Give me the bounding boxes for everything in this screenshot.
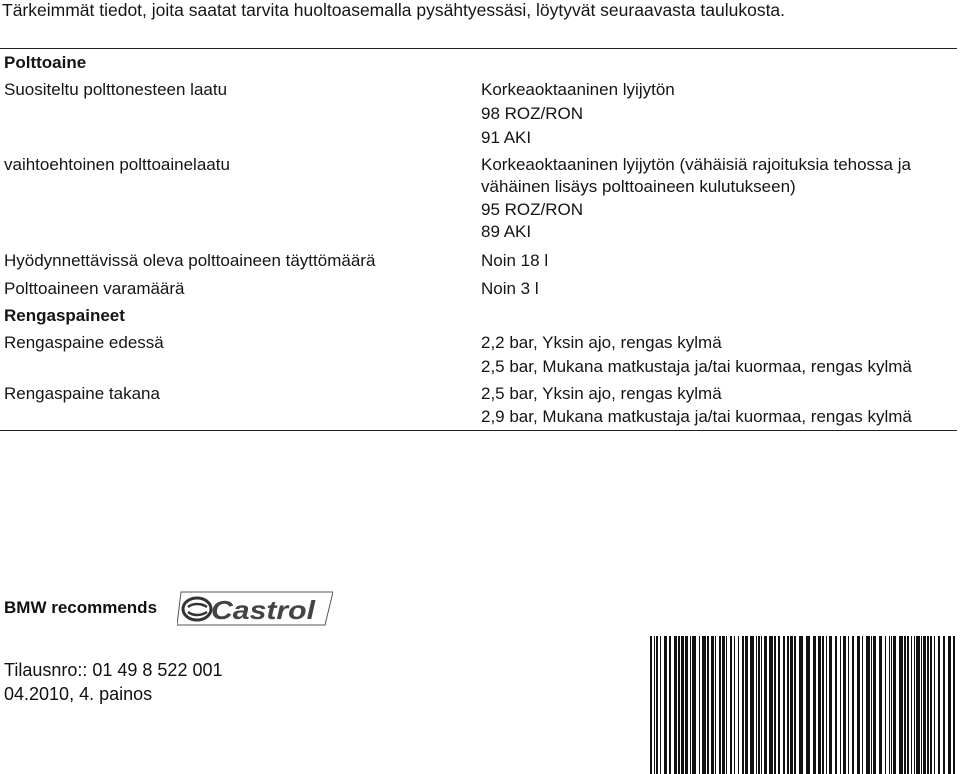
alternative-fuel-line: 95 ROZ/RON: [481, 200, 584, 219]
front-tire-line: 2,2 bar, Yksin ajo, rengas kylmä: [481, 333, 722, 352]
front-tire-line: 2,5 bar, Mukana matkustaja ja/tai kuormaa, rengas kylmä: [481, 357, 912, 376]
recommended-fuel-line: 98 ROZ/RON: [481, 104, 584, 123]
tires-heading: Rengaspaineet: [4, 306, 125, 325]
fuel-reserve-value: Noin 3 l: [481, 279, 539, 298]
fuel-capacity-label: Hyödynnettävissä oleva polttoaineen täyttömäärä: [4, 251, 376, 270]
castrol-logo-icon: [177, 589, 333, 627]
table-bottom-rule: [0, 430, 957, 431]
edition-info: 04.2010, 4. painos: [4, 684, 153, 704]
order-number: Tilausnro:: 01 49 8 522 001: [4, 660, 223, 680]
table-top-rule: [0, 48, 957, 49]
rear-tire-line: 2,9 bar, Mukana matkustaja ja/tai kuormaa, rengas kylmä: [481, 407, 912, 426]
recommended-fuel-label: Suositeltu polttonesteen laatu: [4, 80, 228, 99]
logo-text: Castrol: [211, 595, 316, 625]
alternative-fuel-line: 89 AKI: [481, 222, 532, 241]
alternative-fuel-label: vaihtoehtoinen polttoainelaatu: [4, 155, 230, 174]
bmw-recommends: BMW recommends: [4, 598, 158, 617]
alternative-fuel-line: vähäinen lisäys polttoaineen kulutukseen): [481, 177, 796, 196]
barcode-icon: [648, 636, 958, 774]
fuel-reserve-label: Polttoaineen varamäärä: [4, 279, 185, 298]
alternative-fuel-line: Korkeaoktaaninen lyijytön (vähäisiä rajoituksia tehossa ja: [481, 155, 911, 174]
rear-tire-label: Rengaspaine takana: [4, 384, 160, 403]
recommended-fuel-line: Korkeaoktaaninen lyijytön: [481, 80, 675, 99]
fuel-capacity-value: Noin 18 l: [481, 251, 549, 270]
front-tire-label: Rengaspaine edessä: [4, 333, 164, 352]
recommended-fuel-line: 91 AKI: [481, 128, 532, 147]
intro-text: Tärkeimmät tiedot, joita saatat tarvita huoltoasemalla pysähtyessäsi, löytyvät seuraavasta taulukosta.: [2, 0, 786, 20]
fuel-heading: Polttoaine: [4, 53, 87, 72]
rear-tire-line: 2,5 bar, Yksin ajo, rengas kylmä: [481, 384, 722, 403]
